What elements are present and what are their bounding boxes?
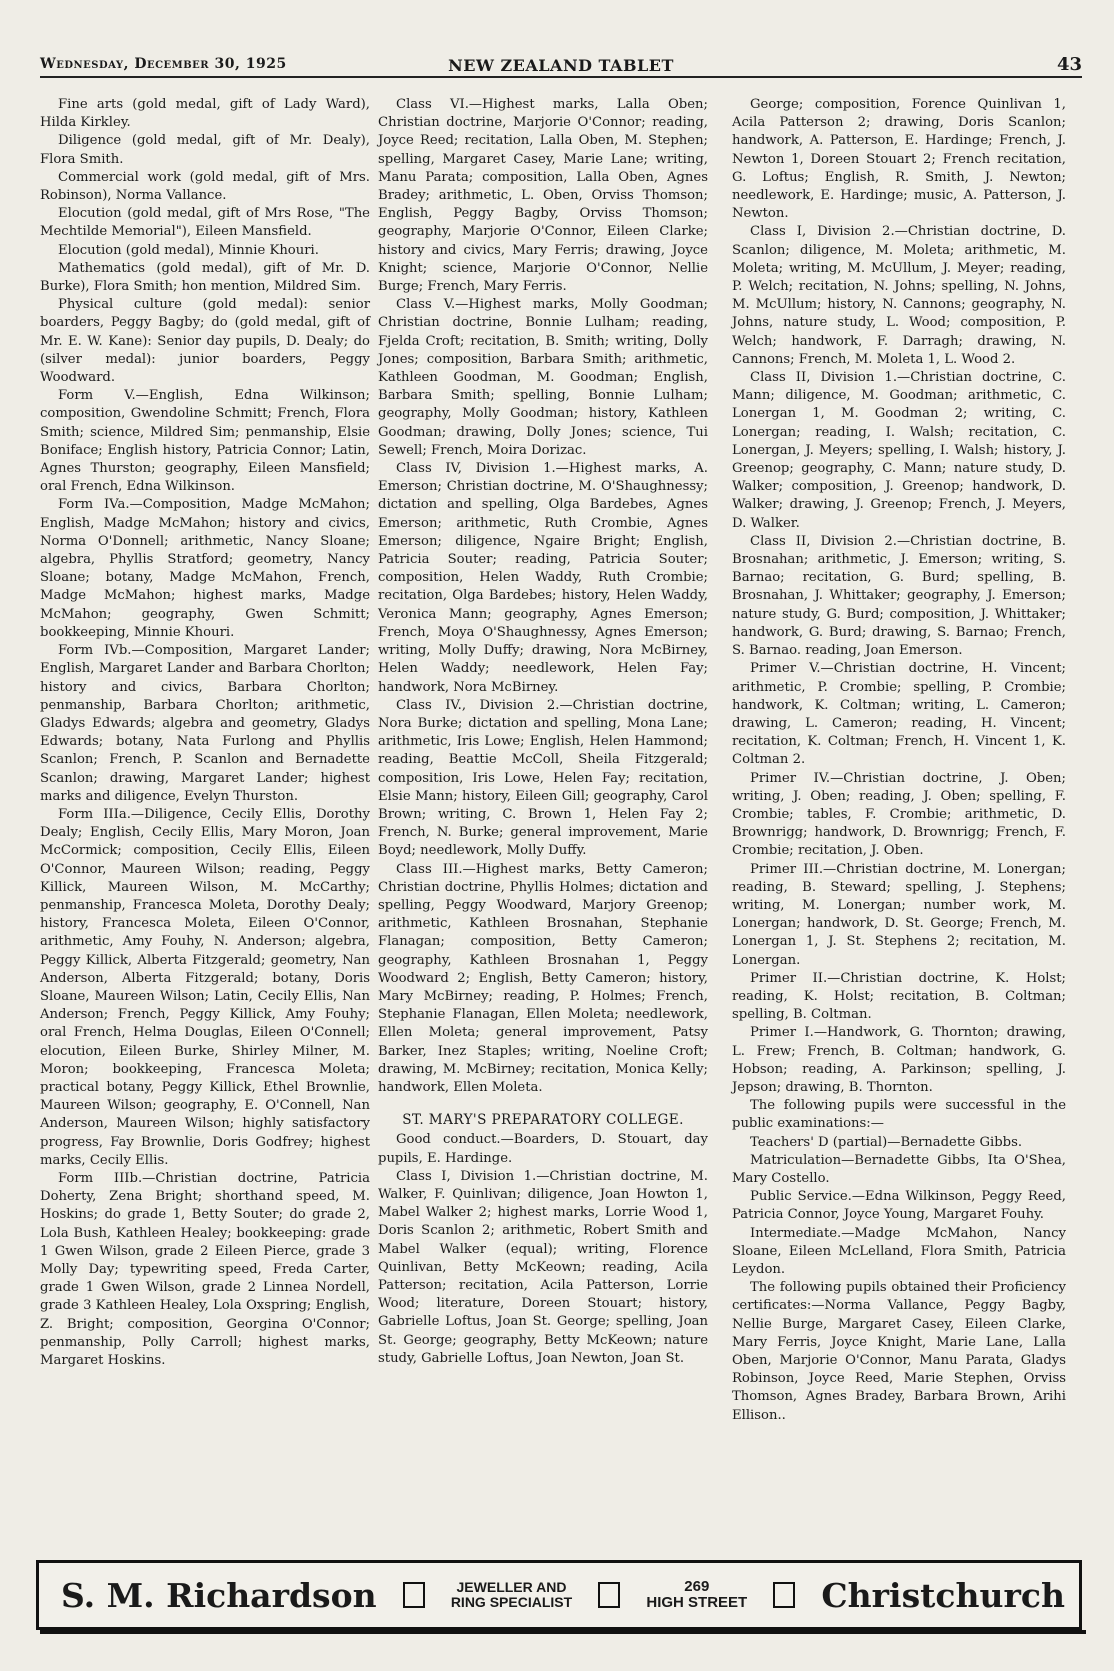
article-paragraph: Class I, Division 1.—Christian doctrine, M. Walker, F. Quinlivan; diligence, Joan Howton 1, Mabel Walker 2; highest marks, Lorrie Wood 1, Doris Scanlon 2; arithmetic, Robert Smith and Mabel Walker (equal); writing, Florence Quinlivan, Betty McKeown; reading, Acila Patterson; recitation, Acila Patterson, Lorrie Wood; literature, Doreen Stouart; history, Gabrielle Loftus, Joan St. George; spelling, Joan St. George; geography, Betty McKeown; nature study, Gabrielle Loftus, Joan Newton, Joan St. (378, 1168, 708, 1366)
ornament-box-3 (773, 1582, 795, 1608)
header-rule (40, 76, 1082, 78)
article-paragraph: The following pupils obtained their Proficiency certificates:—Norma Vallance, Peggy Bagby, Nellie Burge, Margaret Casey, Eileen Clarke, Mary Ferris, Joyce Knight, Marie Lane, Lalla Oben, Marjorie O'Connor, Manu Parata, Gladys Robinson, Joyce Reed, Marie Stephen, Orviss Thomson, Agnes Bradey, Barbara Brown, Arihi Ellison.. (732, 1280, 1066, 1423)
article-paragraph: Primer III.—Christian doctrine, M. Lonergan; reading, B. Steward; spelling, J. Stephens; writing, M. Lonergan; number work, M. Lonergan; handwork, D. St. George; French, M. Lonergan 1, J. St. Stephens 2; recitation, M. Lonergan. (732, 861, 1066, 968)
article-paragraph: Class IV, Division 1.—Highest marks, A. Emerson; Christian doctrine, M. O'Shaughnessy; dictation and spelling, Olga Bardebes, Agnes Emerson; arithmetic, Ruth Crombie, Agnes Emerson; diligence, Ngaire Bright; English, Patricia Souter; reading, Patricia Souter; composition, Helen Waddy, Ruth Crombie; recitation, Olga Bardebes; history, Helen Waddy, Veronica Mann; geography, Agnes Emerson; French, Moya O'Shaughnessy, Agnes Emerson; writing, Molly Duffy; drawing, Nora McBirney, Helen Waddy; needlework, Helen Fay; handwork, Nora McBirney. (378, 461, 708, 695)
trade-line-1: JEWELLER AND (456, 1579, 567, 1595)
ornament-box-2 (598, 1582, 620, 1608)
article-paragraph: Primer V.—Christian doctrine, H. Vincent; arithmetic, P. Crombie; spelling, P. Crombie; handwork, K. Coltman; writing, L. Cameron; drawing, L. Cameron; reading, H. Vincent; recitation, K. Coltman; French, H. Vincent 1, K. Coltman 2. (732, 661, 1066, 768)
article-paragraph: Class V.—Highest marks, Molly Goodman; Christian doctrine, Bonnie Lulham; reading, Fjelda Croft; recitation, B. Smith; writing, Dolly Jones; composition, Barbara Smith; arithmetic, Kathleen Goodman, M. Goodman; English, Barbara Smith; spelling, Bonnie Lulham; geography, Molly Goodman; history, Kathleen Goodman; drawing, Dolly Jones; science, Tui Sewell; French, Moira Dorizac. (378, 297, 708, 458)
advertiser-address (646, 1579, 747, 1611)
article-paragraph: Elocution (gold medal, gift of Mrs Rose, "The Mechtilde Memorial"), Eileen Mansfield. (40, 206, 370, 240)
article-paragraph: Mathematics (gold medal), gift of Mr. D. Burke), Flora Smith; hon mention, Mildred Sim. (40, 260, 370, 295)
article-paragraph: Elocution (gold medal), Minnie Khouri. (58, 242, 319, 258)
article-paragraph: Class I, Division 2.—Christian doctrine, D. Scanlon; diligence, M. Moleta; arithmetic, M. Moleta; writing, M. McUllum, J. Meyer; reading, P. Welch; recitation, N. Johns; spelling, N. Johns, M. McUllum; history, N. Cannons; geography, N. Johns, nature study, L. Wood; composition, P. Welch; handwork, F. Darragh; drawing, N. Cannons; French, M. Moleta 1, L. Wood 2. (732, 224, 1066, 367)
article-paragraph: Good conduct.—Boarders, D. Stouart, day pupils, E. Hardinge. (378, 1132, 708, 1166)
article-paragraph: Primer I.—Handwork, G. Thornton; drawing, L. Frew; French, B. Coltman; handwork, G. Hobson; reading, A. Parkinson; spelling, J. Jepson; drawing, B. Thornton. (732, 1025, 1066, 1095)
advertiser-name: S. M. Richardson (61, 1575, 377, 1615)
article-paragraph: Diligence (gold medal, gift of Mr. Dealy), Flora Smith. (40, 133, 370, 167)
issue-date: Wednesday, December 30, 1925 (40, 56, 287, 72)
section-heading: ST. MARY'S PREPARATORY COLLEGE. (402, 1112, 684, 1129)
article-paragraph: Teachers' D (partial)—Bernadette Gibbs. (750, 1134, 1023, 1150)
advertiser-trade (451, 1580, 572, 1610)
article-paragraph: Physical culture (gold medal): senior boarders, Peggy Bagby; do (gold medal, gift of Mr. E. W. Kane): Senior day pupils, D. Dealy; do (silver medal): junior boarders, Peggy Woodward. (40, 297, 370, 386)
article-paragraph: Matriculation—Bernadette Gibbs, Ita O'Shea, Mary Costello. (732, 1152, 1066, 1186)
article-paragraph: The following pupils were successful in the public examinations:— (732, 1098, 1066, 1132)
street-name: HIGH STREET (646, 1594, 748, 1611)
street-number: 269 (684, 1578, 710, 1595)
advertisement-banner (36, 1560, 1082, 1630)
column-1 (40, 96, 370, 1370)
advertisement-shadow (40, 1630, 1086, 1634)
ornament-box-1 (403, 1582, 425, 1608)
article-paragraph: Primer II.—Christian doctrine, K. Holst; reading, K. Holst; recitation, B. Coltman; spelling, B. Coltman. (732, 970, 1066, 1023)
article-paragraph: Primer IV.—Christian doctrine, J. Oben; writing, J. Oben; reading, J. Oben; spelling, F. Crombie; tables, F. Crombie; arithmetic, D. Brownrigg; handwork, D. Brownrigg; French, F. Crombie; recitation, J. Oben. (732, 770, 1066, 859)
article-paragraph: Form V.—English, Edna Wilkinson; composition, Gwendoline Schmitt; French, Flora Smith; science, Mildred Sim; penmanship, Elsie Boniface; English history, Patricia Connor; Latin, Agnes Thurston; geography, Eileen Mansfield; oral French, Edna Wilkinson. (40, 388, 370, 495)
article-paragraph: Form IVb.—Composition, Margaret Lander; English, Margaret Lander and Barbara Chorlton; history and civics, Barbara Chorlton; penmanship, Barbara Chorlton; arithmetic, Gladys Edwards; algebra and geometry, Gladys Edwards; botany, Nata Furlong and Phyllis Scanlon; French, P. Scanlon and Bernadette Scanlon; drawing, Margaret Lander; highest marks and diligence, Evelyn Thurston. (40, 643, 370, 804)
article-paragraph: Intermediate.—Madge McMahon, Nancy Sloane, Eileen McLelland, Flora Smith, Patricia Leydon. (732, 1225, 1066, 1277)
trade-line-2: RING SPECIALIST (450, 1594, 573, 1610)
publication-title: NEW ZEALAND TABLET (448, 56, 674, 75)
column-2 (378, 96, 708, 1368)
advertiser-city: Christchurch (821, 1575, 1065, 1615)
article-paragraph: Class VI.—Highest marks, Lalla Oben; Christian doctrine, Marjorie O'Connor; reading, Joyce Reed; recitation, Lalla Oben, M. Stephen; spelling, Margaret Casey, Marie Lane; writing, Manu Parata; composition, Lalla Oben, Agnes Bradey; arithmetic, L. Oben, Orviss Thomson; English, Peggy Bagby, Orviss Thomson; geography, Marjorie O'Connor, Eileen Clarke; history and civics, Mary Ferris; drawing, Joyce Knight; science, Marjorie O'Connor, Nellie Burge; French, Mary Ferris. (378, 97, 708, 295)
article-paragraph: Form IIIa.—Diligence, Cecily Ellis, Dorothy Dealy; English, Cecily Ellis, Mary Moron, Joan McCormick; composition, Cecily Ellis, Eileen O'Connor, Maureen Wilson; reading, Peggy Killick, Maureen Wilson, M. McCarthy; penmanship, Francesca Moleta, Dorothy Dealy; history, Francesca Moleta, Eileen O'Connor, arithmetic, Amy Fouhy, N. Anderson; algebra, Peggy Killick, Alberta Fitzgerald; geometry, Nan Anderson, Alberta Fitzgerald; botany, Doris Sloane, Maureen Wilson; Latin, Cecily Ellis, Nan Anderson; French, Peggy Killick, Amy Fouhy; oral French, Helma Douglas, Eileen O'Connell; elocution, Eileen Burke, Shirley Milner, M. Moron; bookkeeping, Francesca Moleta; practical botany, Peggy Killick, Ethel Brownlie, Maureen Wilson; geography, E. O'Connell, Nan Anderson, Maureen Wilson; highly satisfactory progress, Fay Brownlie, Doris Godfrey; highest marks, Cecily Ellis. (40, 806, 370, 1168)
column-3 (732, 96, 1066, 1425)
article-paragraph: Form IVa.—Composition, Madge McMahon; English, Madge McMahon; history and civics, Norma O'Donnell; arithmetic, Nancy Sloane; algebra, Phyllis Stratford; geometry, Nancy Sloane; botany, Madge McMahon, French, Madge McMahon; highest marks, Madge McMahon; geography, Gwen Schmitt; bookkeeping, Minnie Khouri. (40, 497, 370, 640)
article-paragraph: Class IV., Division 2.—Christian doctrine, Nora Burke; dictation and spelling, Mona Lane; arithmetic, Iris Lowe; English, Helen Hammond; reading, Beattie McColl, Sheila Fitzgerald; composition, Iris Lowe, Helen Fay; recitation, Elsie Mann; history, Eileen Gill; geography, Carol Brown; writing, C. Brown 1, Helen Fay 2; French, N. Burke; general improvement, Marie Boyd; needlework, Molly Duffy. (378, 697, 708, 859)
article-paragraph: George; composition, Forence Quinlivan 1, Acila Patterson 2; drawing, Doris Scanlon; handwork, A. Patterson, E. Hardinge; French, J. Newton 1, Doreen Stouart 2; French recitation, G. Loftus; English, R. Smith, J. Newton; needlework, E. Hardinge; music, A. Patterson, J. Newton. (732, 97, 1066, 222)
article-paragraph: Class III.—Highest marks, Betty Cameron; Christian doctrine, Phyllis Holmes; dictation and spelling, Peggy Woodward, Marjory Greenop; arithmetic, Kathleen Brosnahan, Stephanie Flanagan; composition, Betty Cameron; geography, Kathleen Brosnahan 1, Peggy Woodward 2; English, Betty Cameron; history, Mary McBirney; reading, P. Holmes; French, Stephanie Flanagan, Ellen Moleta; needlework, Ellen Moleta; general improvement, Patsy Barker, Inez Staples; writing, Noeline Croft; drawing, M. McBirney; recitation, Monica Kelly; handwork, Ellen Moleta. (378, 861, 708, 1095)
page-number: 43 (1056, 54, 1082, 75)
article-paragraph: Class II, Division 2.—Christian doctrine, B. Brosnahan; arithmetic, J. Emerson; writing, S. Barnao; recitation, G. Burd; spelling, B. Brosnahan, J. Whittaker; geography, J. Emerson; nature study, G. Burd; composition, J. Whittaker; handwork, G. Burd; drawing, S. Barnao; French, S. Barnao. reading, Joan Emerson. (732, 533, 1066, 659)
article-paragraph: Class II, Division 1.—Christian doctrine, C. Mann; diligence, M. Goodman; arithmetic, C. Lonergan 1, M. Goodman 2; writing, C. Lonergan; reading, I. Walsh; recitation, C. Lonergan, J. Meyers; spelling, I. Walsh; history, J. Greenop; geography, C. Mann; nature study, D. Walker; composition, J. Greenop; handwork, D. Walker; drawing, J. Greenop; French, J. Meyers, D. Walker. (732, 370, 1066, 531)
article-paragraph: Form IIIb.—Christian doctrine, Patricia Doherty, Zena Bright; shorthand speed, M. Hoskins; do grade 1, Betty Souter; do grade 2, Lola Bush, Kathleen Healey; bookkeeping: grade 1 Gwen Wilson, grade 2 Eileen Pierce, grade 3 Molly Day; typewriting speed, Freda Carter, grade 1 Gwen Wilson, grade 2 Linnea Nordell, grade 3 Kathleen Healey, Lola Oxspring; English, Z. Bright; composition, Georgina O'Connor; penmanship, Polly Carroll; highest marks, Margaret Hoskins. (40, 1170, 370, 1369)
article-paragraph: Public Service.—Edna Wilkinson, Peggy Reed, Patricia Connor, Joyce Young, Margaret Fouhy. (732, 1189, 1066, 1223)
article-paragraph: Fine arts (gold medal, gift of Lady Ward), Hilda Kirkley. (40, 97, 370, 131)
article-paragraph: Commercial work (gold medal, gift of Mrs. Robinson), Norma Vallance. (40, 169, 370, 204)
